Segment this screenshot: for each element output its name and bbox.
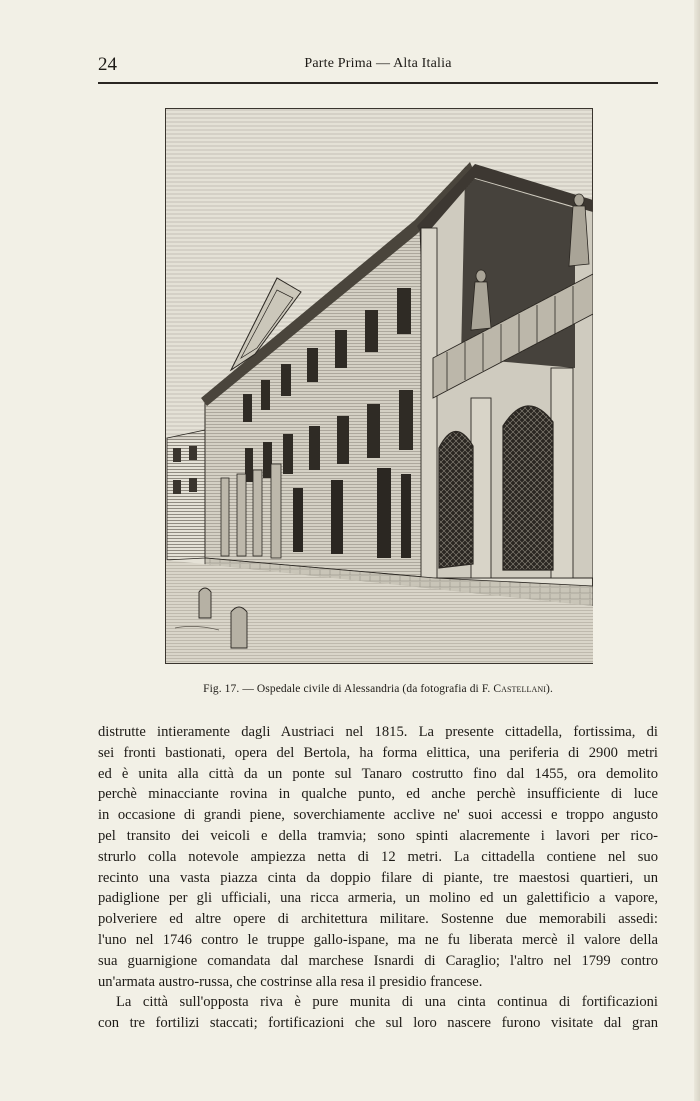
- page-number: 24: [98, 54, 117, 75]
- body-text: [98, 722, 658, 1034]
- figure-caption: [98, 683, 658, 695]
- text-line: strurlo colla notevole ampiezza netta di 12 metri. La cittadella contiene nel suo: [98, 848, 658, 865]
- page-edge-shadow: [694, 0, 700, 1101]
- text-line: con tre fortilizi staccati; fortificazioni che sul loro nascere furono visitate dal gran: [98, 1015, 658, 1032]
- hospital-engraving-illustration: [165, 108, 593, 664]
- text-line: padiglione per gli ufficiali, una ricca armeria, un molino ed un galettificio a vapore,: [98, 890, 658, 907]
- text-line: sei fronti bastionati, opera del Bertola, ha forma elittica, una periferia di 2900 metri: [98, 744, 658, 761]
- text-line: un'armata austro-russa, che costrinse alla resa il presidio francese.: [98, 973, 483, 990]
- running-title: Parte Prima — Alta Italia: [304, 56, 452, 71]
- caption-text: Fig. 17. — Ospedale civile di Alessandria (da fotografia di F.: [203, 683, 494, 695]
- header-rule: [98, 82, 658, 84]
- text-line: pel transito dei veicoli e della tramvia; sono spinti alacremente i lavori per rico-: [98, 827, 658, 844]
- text-line: recinto una vasta piazza cinta da doppio filare di piante, tre maestosi quartieri, un: [98, 869, 658, 886]
- text-line: in occasione di grandi piene, soverchiamente acclive ne' suoi accessi e troppo angusto: [98, 807, 658, 824]
- text-line: La città sull'opposta riva è pure munita di una cinta continua di fortificazioni: [116, 994, 658, 1011]
- text-line: l'uno nel 1746 contro le truppe gallo-ispane, ma ne fu liberata mercè il valore della: [98, 931, 658, 948]
- caption-photographer: Castellani: [493, 683, 547, 695]
- text-line: polveriere ed altre opere di architettura militare. Sostenne due memorabili assedi:: [98, 911, 658, 928]
- text-line: perchè minacciante rovina in qualche punto, ed anche perchè insufficiente di luce: [98, 786, 658, 803]
- text-line: sua guarnigione comandata dal marchese Isnardi di Caraglio; l'altro nel 1799 contro: [98, 952, 658, 969]
- text-line: distrutte intieramente dagli Austriaci nel 1815. La presente cittadella, fortissima, di: [98, 724, 658, 740]
- text-line: ed è unita alla città da un ponte sul Tanaro costrutto fino dal 1455, ora demolito: [98, 765, 658, 782]
- caption-end: ).: [546, 683, 553, 695]
- running-header: [98, 52, 658, 76]
- figure-engraving: [165, 108, 593, 664]
